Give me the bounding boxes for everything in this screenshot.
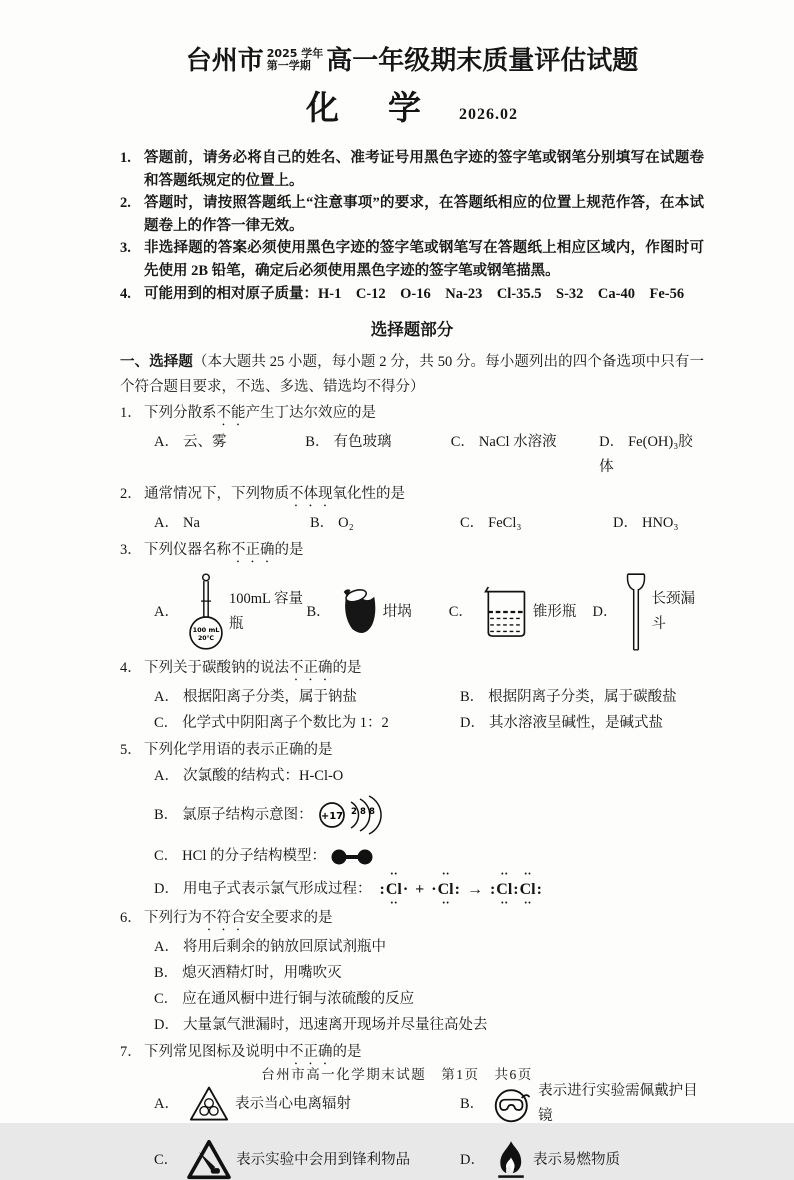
option-d: D． Fe(OH)₃胶体 xyxy=(599,434,693,476)
question-number: 4． xyxy=(120,660,142,677)
notice-text: 答题前，请务必将自己的姓名、准考证号用黑色字迹的签字笔或钢笔分别填写在试题卷和答题纸规定的位置上。 xyxy=(144,150,704,189)
term-top: 2025 学年 xyxy=(266,46,324,60)
option-a: A． 表示当心电离辐射 xyxy=(154,1085,460,1123)
notice-number: 3. xyxy=(120,240,131,257)
question-5 xyxy=(120,738,704,902)
option-b: B． 氯原子结构示意图： +17 2 8 8 xyxy=(120,792,704,838)
section-part-title: 选择题部分 xyxy=(370,320,454,340)
title-suffix: 高一年级期末质量评估试题 xyxy=(326,46,639,76)
option-a: A． 云、雾 xyxy=(154,434,227,451)
option-b: B． 根据阴离子分类，属于碳酸盐 xyxy=(460,689,677,706)
option-a: A． 次氯酸的结构式：H-Cl-O xyxy=(154,768,344,785)
notice-text: 答题时，请按照答题纸上“注意事项”的要求，在答题纸相应的位置上规范作答，在本试题卷上的作答一律无效。 xyxy=(144,195,704,234)
term-bottom: 第一学期 xyxy=(266,58,311,72)
long-neck-funnel-icon xyxy=(624,570,648,654)
stem-text: 下列关于碳酸钠的说法不正确的是 xyxy=(144,660,362,677)
question-4-options-row-1 xyxy=(120,685,704,710)
option-b: B． 表示进行实验需佩戴护目镜 xyxy=(460,1083,698,1125)
sharp-objects-warning-icon xyxy=(187,1140,231,1180)
option-d: D． 长颈漏斗 xyxy=(592,570,704,654)
option-c: C． 应在通风橱中进行铜与浓硫酸的反应 xyxy=(154,991,415,1008)
crucible-icon xyxy=(338,584,380,640)
option-d: D． 其水溶液呈碱性，是碱式盐 xyxy=(460,715,663,732)
notice-item xyxy=(120,147,704,192)
question-1 xyxy=(120,401,704,480)
stem-text: 下列常见图标及说明中不正确的是 xyxy=(144,1044,362,1061)
option-d: D． 大量氯气泄漏时，迅速离开现场并尽量往高处去 xyxy=(154,1017,488,1034)
option-b: B． O₂ xyxy=(310,515,354,532)
notice-text: 非选择题的答案必须使用黑色字迹的签字笔或钢笔写在答题纸上相应区域内，作图时可先使用 2B 铅笔，确定后必须使用黑色字迹的签字笔或钢笔描黑。 xyxy=(144,240,704,279)
notice-number: 1. xyxy=(120,150,131,166)
question-7 xyxy=(120,1040,704,1180)
question-1-stem xyxy=(120,401,704,429)
notice-text: 可能用到的相对原子质量：H-1 C-12 O-16 Na-23 Cl-35.5 S-32 Ca-40 Fe-56 xyxy=(144,285,685,302)
question-6-stem xyxy=(120,906,704,934)
exam-notices xyxy=(120,147,704,305)
stem-text: 下列行为不符合安全要求的是 xyxy=(144,910,333,927)
question-7-options-row-2 xyxy=(120,1140,704,1180)
title-prefix: 台州市 xyxy=(185,46,264,76)
option-b: B． 坩埚 xyxy=(307,584,446,640)
question-4-options-row-2 xyxy=(120,711,704,736)
option-a: A． 根据阳离子分类，属于钠盐 xyxy=(154,689,357,706)
radiation-warning-icon xyxy=(188,1085,230,1123)
chlorine-electron-formula: : • • Cl • • · + · • • Cl • • : → : • • Cl • • : • • Cl • • : xyxy=(379,877,541,902)
stem-text: 下列分散系不能产生丁达尔效应的是 xyxy=(144,405,376,422)
subject-title: 化 学 xyxy=(306,88,429,127)
question-2 xyxy=(120,482,704,536)
question-number: 1． xyxy=(120,405,142,422)
question-3-options xyxy=(120,570,704,654)
question-number: 2． xyxy=(120,486,142,503)
svg-text:20℃: 20℃ xyxy=(197,635,215,643)
option-d: D． 表示易燃物质 xyxy=(460,1140,620,1180)
chlorine-atom-diagram-icon xyxy=(317,792,383,838)
question-4 xyxy=(120,656,704,736)
goggles-icon xyxy=(493,1085,533,1123)
question-number: 3． xyxy=(120,542,142,559)
svg-text:8: 8 xyxy=(359,807,366,818)
subject-line xyxy=(120,82,704,129)
option-c: C． FeCl₃ xyxy=(460,515,522,532)
question-5-stem xyxy=(120,738,704,763)
option-c: C． 化学式中阴阳离子个数比为 1：2 xyxy=(154,715,389,732)
svg-text:+17: +17 xyxy=(320,811,343,823)
section-intro xyxy=(120,350,704,399)
section-intro-text: （本大题共 25 小题，每小题 2 分，共 50 分。每小题列出的四个备选项中只有一个符合题目要求，不选、多选、错选均不得分） xyxy=(120,354,705,395)
question-2-stem xyxy=(120,482,704,510)
svg-text:8: 8 xyxy=(368,807,375,818)
stem-text: 通常情况下，下列物质不体现氧化性的是 xyxy=(144,486,405,503)
option-c: C． 锥形瓶 xyxy=(446,584,593,640)
question-3 xyxy=(120,538,704,654)
option-c: C． NaCl 水溶液 xyxy=(450,434,557,451)
question-number: 6． xyxy=(120,910,142,927)
section-intro-heading: 一、选择题 xyxy=(120,354,193,371)
question-number: 5． xyxy=(120,742,142,759)
beaker-icon xyxy=(480,584,530,640)
notice-number: 4. xyxy=(120,285,131,302)
option-c: C． 表示实验中会用到锋利物品 xyxy=(154,1140,460,1180)
volumetric-flask-icon xyxy=(186,571,226,653)
term-stack xyxy=(267,48,323,72)
option-a: A． Na xyxy=(154,515,200,532)
svg-text:2: 2 xyxy=(350,807,357,818)
svg-text:100 mL: 100 mL xyxy=(192,626,220,635)
notice-item xyxy=(120,283,704,306)
notice-item xyxy=(120,192,704,237)
exam-date: 2026.02 xyxy=(459,106,518,123)
hcl-molecule-model-icon xyxy=(330,847,374,867)
option-c: C． HCl 的分子结构模型： xyxy=(120,844,704,869)
flammable-icon xyxy=(494,1140,528,1180)
question-6 xyxy=(120,906,704,1038)
option-a: A． 将用后剩余的钠放回原试剂瓶中 xyxy=(154,939,386,956)
question-2-options xyxy=(120,511,704,536)
question-3-stem xyxy=(120,538,704,566)
option-b: B． 有色玻璃 xyxy=(305,434,392,451)
question-4-stem xyxy=(120,656,704,684)
stem-text: 下列化学用语的表示正确的是 xyxy=(144,742,333,759)
option-d: D． HNO₃ xyxy=(613,515,679,532)
notice-item xyxy=(120,237,704,282)
option-b: B． 熄灭酒精灯时，用嘴吹灭 xyxy=(154,965,342,982)
stem-text: 下列仪器名称不正确的是 xyxy=(144,542,304,559)
option-a: A． 100 mL 20℃ 100mL 容量瓶 xyxy=(154,571,307,653)
question-1-options xyxy=(120,430,704,480)
question-7-options-row-1 xyxy=(120,1079,704,1129)
page-footer: 台州市高一化学期末试题 第1页 共6页 xyxy=(261,1067,533,1082)
option-d: D． 用电子式表示氯气形成过程： : • • Cl • • · + · • • Cl • • : → : • • Cl • • : • • Cl • • : xyxy=(120,877,704,902)
exam-title xyxy=(120,44,704,78)
notice-number: 2. xyxy=(120,195,131,212)
question-number: 7． xyxy=(120,1044,142,1061)
